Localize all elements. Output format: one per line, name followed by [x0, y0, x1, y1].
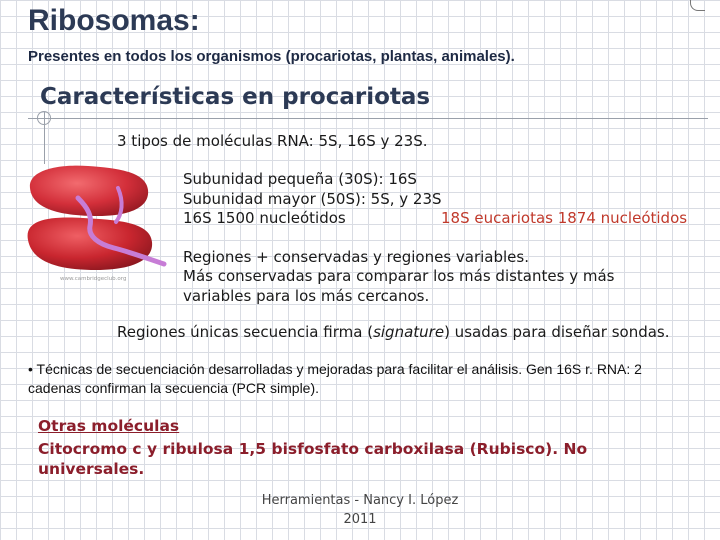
heading-circle-ornament — [37, 111, 51, 125]
unique-prefix: Regiones únicas secuencia firma ( — [117, 323, 374, 341]
slide-subtitle: Presentes en todos los organismos (procariotas, plantas, animales). — [28, 48, 515, 65]
ribosome-icon — [18, 158, 168, 293]
slide-title: Ribosomas: — [28, 4, 200, 37]
nucleotides-18s-text: 18S eucariotas 1874 nucleótidos — [441, 209, 688, 227]
techniques-paragraph: • Técnicas de secuenciación desarrolladas y mejoradas para facilitar el análisis. Gen 16S r. RNA: 2 cadenas confirman la secuencia (PCR simple). — [28, 361, 642, 396]
regions-text-line-3: variables para los más cercanos. — [183, 287, 430, 305]
other-molecules-heading: Otras moléculas — [38, 417, 180, 435]
small-subunit-text: Subunidad pequeña (30S): 16S — [183, 170, 417, 188]
footer-author: Herramientas - Nancy I. López — [261, 493, 459, 508]
slide-footer — [250, 491, 470, 529]
unique-suffix: ) usadas para diseñar sondas. — [444, 323, 670, 341]
regions-text-line-1: Regiones + conservadas y regiones variables. — [183, 248, 529, 266]
footer-year: 2011 — [343, 512, 377, 527]
large-subunit-text: Subunidad mayor (50S): 5S, y 23S — [183, 190, 442, 208]
image-watermark: www.cambridgeclub.org — [60, 276, 127, 282]
section-heading: Características en procariotas — [40, 84, 431, 110]
corner-decoration — [690, 0, 705, 11]
regions-text-line-2: Más conservadas para comparar los más distantes y más — [183, 267, 615, 285]
other-molecules-text: Citocromo c y ribulosa 1,5 bisfosfato carboxilasa (Rubisco). No universales. — [38, 440, 588, 478]
rna-types-text: 3 tipos de moléculas RNA: 5S, 16S y 23S. — [117, 132, 428, 150]
signature-term: signature — [373, 323, 445, 341]
unique-regions-text — [117, 323, 670, 341]
ribosome-image — [18, 158, 168, 293]
nucleotides-16s-text: 16S 1500 nucleótidos — [183, 209, 346, 227]
heading-rule-horizontal — [28, 118, 708, 119]
